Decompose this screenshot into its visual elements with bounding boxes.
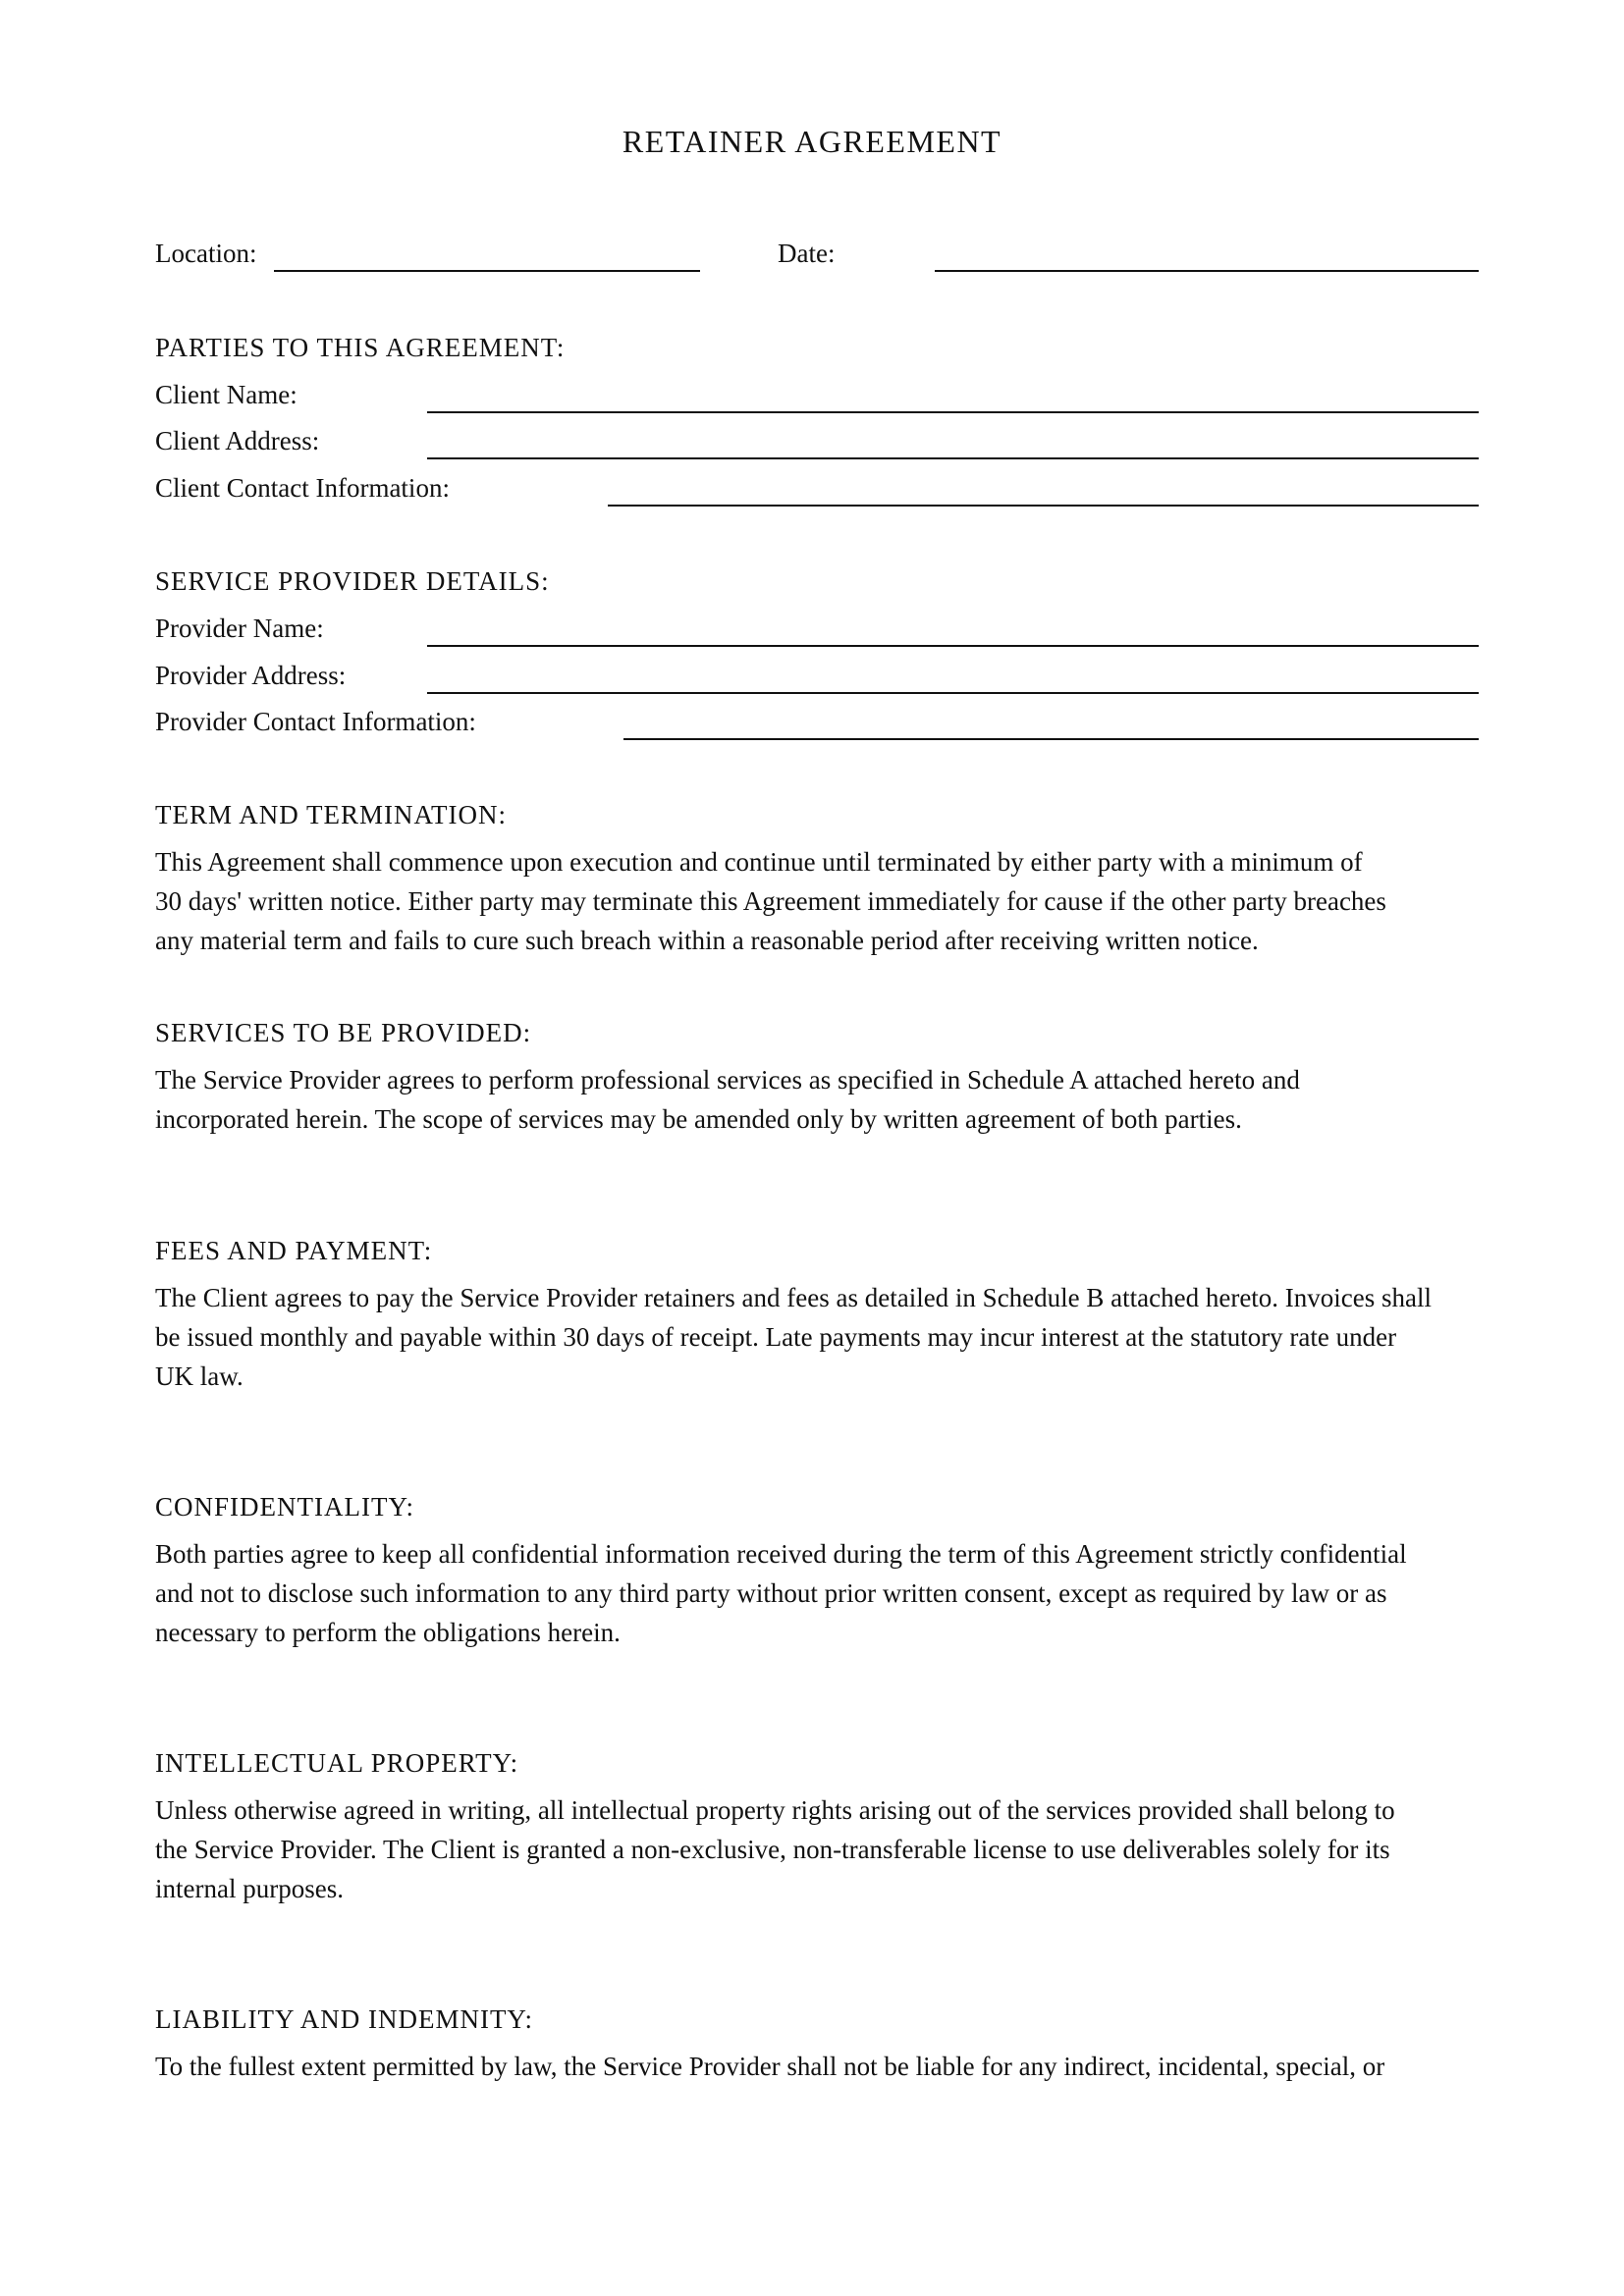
text-line: 30 days' written notice. Either party may terminate this Agreement immediately for cause if the other party breaches (155, 886, 1386, 916)
text-line: necessary to perform the obligations herein. (155, 1618, 621, 1647)
text-line: To the fullest extent permitted by law, the Service Provider shall not be liable for any indirect, incidental, special, or (155, 2052, 1385, 2081)
confidentiality-text (155, 1534, 1481, 1652)
services-heading: SERVICES TO BE PROVIDED: (155, 1018, 532, 1047)
text-line: Unless otherwise agreed in writing, all intellectual property rights arising out of the services provided shall belong to (155, 1795, 1395, 1825)
location-field[interactable] (274, 270, 700, 272)
text-line: incorporated herein. The scope of services may be amended only by written agreement of both parties. (155, 1104, 1242, 1134)
term-termination-heading: TERM AND TERMINATION: (155, 800, 507, 829)
provider-contact-label: Provider Contact Information: (155, 707, 476, 736)
text-line: The Client agrees to pay the Service Provider retainers and fees as detailed in Schedule B attached hereto. Invoices shall (155, 1283, 1433, 1312)
confidentiality-heading: CONFIDENTIALITY: (155, 1492, 414, 1522)
provider-address-field[interactable] (427, 692, 1479, 694)
provider-name-label: Provider Name: (155, 614, 324, 643)
client-contact-field[interactable] (608, 505, 1479, 507)
text-line: internal purposes. (155, 1874, 344, 1903)
provider-address-label: Provider Address: (155, 661, 347, 690)
parties-heading: PARTIES TO THIS AGREEMENT: (155, 333, 566, 362)
provider-name-field[interactable] (427, 645, 1479, 647)
client-address-label: Client Address: (155, 426, 320, 455)
services-text (155, 1060, 1481, 1139)
client-name-label: Client Name: (155, 380, 298, 409)
client-contact-label: Client Contact Information: (155, 473, 450, 503)
location-label: Location: (155, 239, 257, 268)
fees-heading: FEES AND PAYMENT: (155, 1236, 433, 1265)
date-field[interactable] (935, 270, 1479, 272)
client-address-field[interactable] (427, 457, 1479, 459)
text-line: and not to disclose such information to any third party without prior written consent, except as required by law or as (155, 1578, 1387, 1608)
date-label: Date: (778, 239, 836, 268)
fees-text (155, 1278, 1481, 1396)
liability-text (155, 2047, 1481, 2086)
text-line: be issued monthly and payable within 30 days of receipt. Late payments may incur interest at the statutory rate under (155, 1322, 1397, 1352)
provider-heading: SERVICE PROVIDER DETAILS: (155, 566, 550, 596)
term-termination-text (155, 842, 1481, 960)
text-line: The Service Provider agrees to perform professional services as specified in Schedule A attached hereto and (155, 1065, 1300, 1095)
text-line: the Service Provider. The Client is granted a non-exclusive, non-transferable license to use deliverables solely for its (155, 1835, 1390, 1864)
document-title: RETAINER AGREEMENT (622, 124, 1002, 159)
provider-contact-field[interactable] (623, 738, 1479, 740)
ip-text (155, 1790, 1481, 1908)
client-name-field[interactable] (427, 411, 1479, 413)
text-line: any material term and fails to cure such breach within a reasonable period after receiving written notice. (155, 926, 1259, 955)
text-line: This Agreement shall commence upon execution and continue until terminated by either party with a minimum of (155, 847, 1363, 877)
liability-heading: LIABILITY AND INDEMNITY: (155, 2004, 533, 2034)
text-line: Both parties agree to keep all confidential information received during the term of this Agreement strictly confidential (155, 1539, 1407, 1569)
text-line: UK law. (155, 1362, 244, 1391)
ip-heading: INTELLECTUAL PROPERTY: (155, 1748, 519, 1778)
